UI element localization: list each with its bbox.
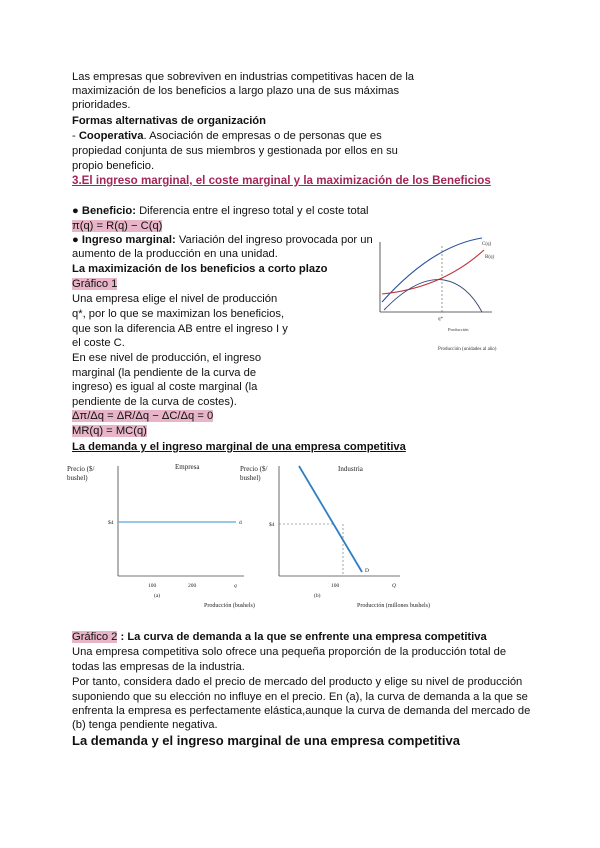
demand-heading-1: La demanda y el ingreso marginal de una empresa competitiva	[72, 441, 406, 453]
g1-line-1: Una empresa elige el nivel de producción	[72, 293, 278, 305]
fig2-right-x-var: Q	[392, 583, 396, 589]
ingreso-text: Variación del ingreso provocada por un	[175, 234, 373, 246]
beneficio-text: Diferencia entre el ingreso total y el coste total	[135, 205, 369, 217]
fig2-left-x-var: q	[234, 583, 237, 589]
final-heading: La demanda y el ingreso marginal de una empresa competitiva	[72, 733, 460, 748]
fig2-right-ylabel-2: bushel)	[240, 474, 261, 482]
fig1-profit-label: Producción	[448, 327, 469, 332]
g2-line-4: suponiendo que su elección no influye en el precio. En (a), la curva de demanda a la que se	[72, 691, 528, 703]
fig1-cq-label: C(q)	[482, 242, 492, 247]
fig2-left-title: Empresa	[175, 463, 200, 471]
fig2-left-tick-200: 200	[188, 583, 197, 589]
g1-line-2: q*, por lo que se maximizan los beneficios,	[72, 308, 285, 320]
intro-line-2: maximización de los beneficios a largo plazo una de sus máximas	[72, 85, 400, 97]
coop-def: . Asociación de empresas o de personas que es	[143, 130, 382, 142]
fig2-left-tick-100: 100	[148, 583, 157, 589]
figure-2	[62, 456, 462, 616]
fig2-right-title: Industria	[338, 465, 363, 473]
section-3-title[interactable]: 3.El ingreso marginal, el coste marginal y la maximización de los Beneficios	[72, 174, 491, 187]
fig2-right-xlabel: Producción (millones bushels)	[357, 603, 430, 609]
g2-line-5: enfrenta la empresa es perfectamente elástica,aunque la curva de demanda del mercado de	[72, 705, 531, 717]
g1-line-8: pendiente de la curva de costes).	[72, 396, 237, 408]
beneficio-term: Beneficio:	[81, 205, 136, 217]
g2-line-3: Por tanto, considera dado el precio de mercado del producto y elige su nivel de producción	[72, 676, 523, 688]
fig2-left-price-tick: $4	[108, 520, 114, 526]
fig1-qstar-label: q*	[438, 317, 443, 322]
g2-line-6: (b) tenga pendiente negativa.	[72, 719, 218, 731]
fig2-left-panel: (a)	[154, 593, 161, 599]
bullet: ●	[72, 205, 82, 217]
grafico-2-label: Gráfico 2	[72, 631, 118, 643]
formula-mr-mc: MR(q) = MC(q)	[72, 425, 147, 437]
coop-prefix: -	[72, 130, 79, 142]
intro-line-1: Las empresas que sobreviven en industrias competitivas hacen de la	[72, 71, 415, 83]
g1-line-3: que son la diferencia AB entre el ingreso I y	[72, 323, 288, 335]
g1-line-6: marginal (la pendiente de la curva de	[72, 367, 257, 379]
forms-heading: Formas alternativas de organización	[72, 115, 266, 127]
fig2-right-curve-label: D	[365, 568, 369, 574]
coop-line-3: propio beneficio.	[72, 160, 155, 172]
ingreso-def	[72, 233, 373, 247]
formula-profit: π(q) = R(q) − C(q)	[72, 220, 163, 232]
g1-line-4: el coste C.	[72, 337, 125, 349]
short-run-heading: La maximización de los beneficios a corto plazo	[72, 263, 328, 275]
fig2-right-ylabel-1: Precio ($/	[240, 465, 268, 473]
figure-1	[372, 236, 522, 356]
grafico-2-heading	[72, 630, 487, 644]
fig2-right-panel: (b)	[314, 593, 321, 599]
fig1-r-label: R(q)	[485, 255, 495, 260]
formula-marginal: Δπ/Δq = ΔR/Δq − ΔC/Δq = 0	[72, 410, 214, 422]
ingreso-term: Ingreso marginal:	[81, 234, 176, 246]
beneficio-def	[72, 204, 369, 218]
grafico-1-label: Gráfico 1	[72, 278, 118, 290]
fig2-industry-demand-line	[299, 466, 362, 572]
coop-line-1	[72, 129, 382, 143]
fig2-left-xlabel: Producción (bushels)	[204, 603, 255, 609]
g1-line-7: ingreso) es igual al coste marginal (la	[72, 381, 258, 393]
coop-line-2: propiedad conjunta de sus miembros y gestionada por ellos en su	[72, 145, 398, 157]
fig1-cost-curve	[382, 250, 484, 294]
fig1-caption: Producción (unidades al año)	[438, 347, 497, 352]
bullet: ●	[72, 234, 82, 246]
g1-line-5: En ese nivel de producción, el ingreso	[72, 352, 262, 364]
intro-line-3: prioridades.	[72, 99, 131, 111]
grafico-2-title: : La curva de demanda a la que se enfrente una empresa competitiva	[117, 631, 487, 643]
fig2-left-ylabel-2: bushel)	[67, 474, 88, 482]
coop-term: Cooperativa	[78, 130, 144, 142]
fig2-left-curve-label: d	[239, 520, 242, 526]
fig2-left-ylabel-1: Precio ($/	[67, 465, 95, 473]
fig2-right-price-tick: $4	[269, 522, 275, 528]
g2-line-2: todas las empresas de la industria.	[72, 661, 245, 673]
fig2-right-tick-100: 100	[331, 583, 340, 589]
ingreso-line-2: aumento de la producción en una unidad.	[72, 248, 278, 260]
g2-line-1: Una empresa competitiva solo ofrece una pequeña proporción de la producción total de	[72, 646, 507, 658]
